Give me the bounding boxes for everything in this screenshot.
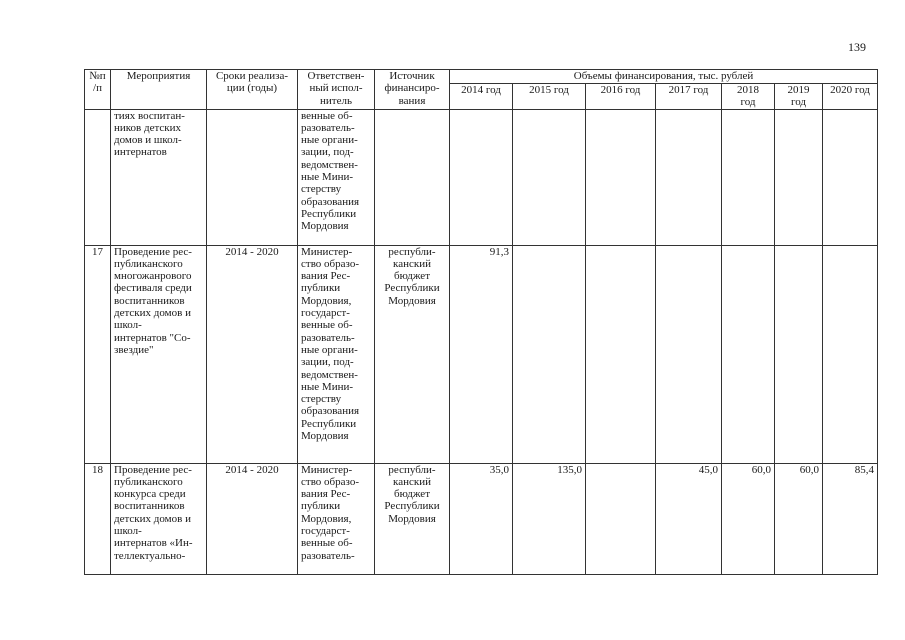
row-event: тиях воспитан- ников детских домов и школ- интернатов [111, 109, 207, 245]
year-header: 2020 год [823, 84, 878, 110]
row-event: Проведение рес- публиканского конкурса среди воспитанников детских домов и школ- интернатов «Ин- теллектуально- [111, 463, 207, 574]
col-header-event: Мероприятия [111, 70, 207, 110]
row-value: 45,0 [656, 463, 722, 574]
financing-table [84, 69, 878, 575]
row-executor: Министер- ство образо- вания Рес- публики Мордовия, государст- венные об- разователь- ные органи- зации, под- ведомствен- ные Мини- стерству образования Республики Мордовия [298, 245, 375, 463]
row-value [586, 463, 656, 574]
row-value [513, 109, 586, 245]
row-value [586, 109, 656, 245]
row-value [775, 245, 823, 463]
row-event: Проведение рес- публиканского многожанрового фестиваля среди воспитанников детских домов и школ- интернатов "Со- звездие" [111, 245, 207, 463]
col-header-volumes: Объемы финансирования, тыс. рублей [450, 70, 878, 84]
header-row-1 [85, 70, 878, 84]
table-row [85, 109, 878, 245]
row-num: 18 [85, 463, 111, 574]
col-header-executor: Ответствен- ный испол- нитель [298, 70, 375, 110]
col-header-source: Источник финансиро- вания [375, 70, 450, 110]
col-header-period: Сроки реализа- ции (годы) [207, 70, 298, 110]
row-period: 2014 - 2020 [207, 463, 298, 574]
row-value: 135,0 [513, 463, 586, 574]
row-source [375, 109, 450, 245]
row-num: 17 [85, 245, 111, 463]
row-period [207, 109, 298, 245]
row-value: 60,0 [722, 463, 775, 574]
row-value [722, 245, 775, 463]
row-value: 35,0 [450, 463, 513, 574]
row-value [513, 245, 586, 463]
table-row [85, 463, 878, 574]
row-value [656, 109, 722, 245]
col-header-num: №п /п [85, 70, 111, 110]
row-value [656, 245, 722, 463]
row-value [722, 109, 775, 245]
row-executor: венные об- разователь- ные органи- зации, под- ведомствен- ные Мини- стерству образования Республики Мордовия [298, 109, 375, 245]
row-value [775, 109, 823, 245]
row-source: республи- канский бюджет Республики Мордовия [375, 245, 450, 463]
row-period: 2014 - 2020 [207, 245, 298, 463]
year-header: 2015 год [513, 84, 586, 110]
row-value [823, 245, 878, 463]
row-source: республи- канский бюджет Республики Мордовия [375, 463, 450, 574]
row-executor: Министер- ство образо- вания Рес- публики Мордовия, государст- венные об- разователь- [298, 463, 375, 574]
row-value: 60,0 [775, 463, 823, 574]
year-header: 2016 год [586, 84, 656, 110]
year-header: 2019 год [775, 84, 823, 110]
page-number: 139 [848, 40, 866, 54]
year-header: 2018 год [722, 84, 775, 110]
table-row [85, 245, 878, 463]
row-value [823, 109, 878, 245]
row-num [85, 109, 111, 245]
row-value: 91,3 [450, 245, 513, 463]
row-value: 85,4 [823, 463, 878, 574]
row-value [586, 245, 656, 463]
row-value [450, 109, 513, 245]
year-header: 2017 год [656, 84, 722, 110]
year-header: 2014 год [450, 84, 513, 110]
